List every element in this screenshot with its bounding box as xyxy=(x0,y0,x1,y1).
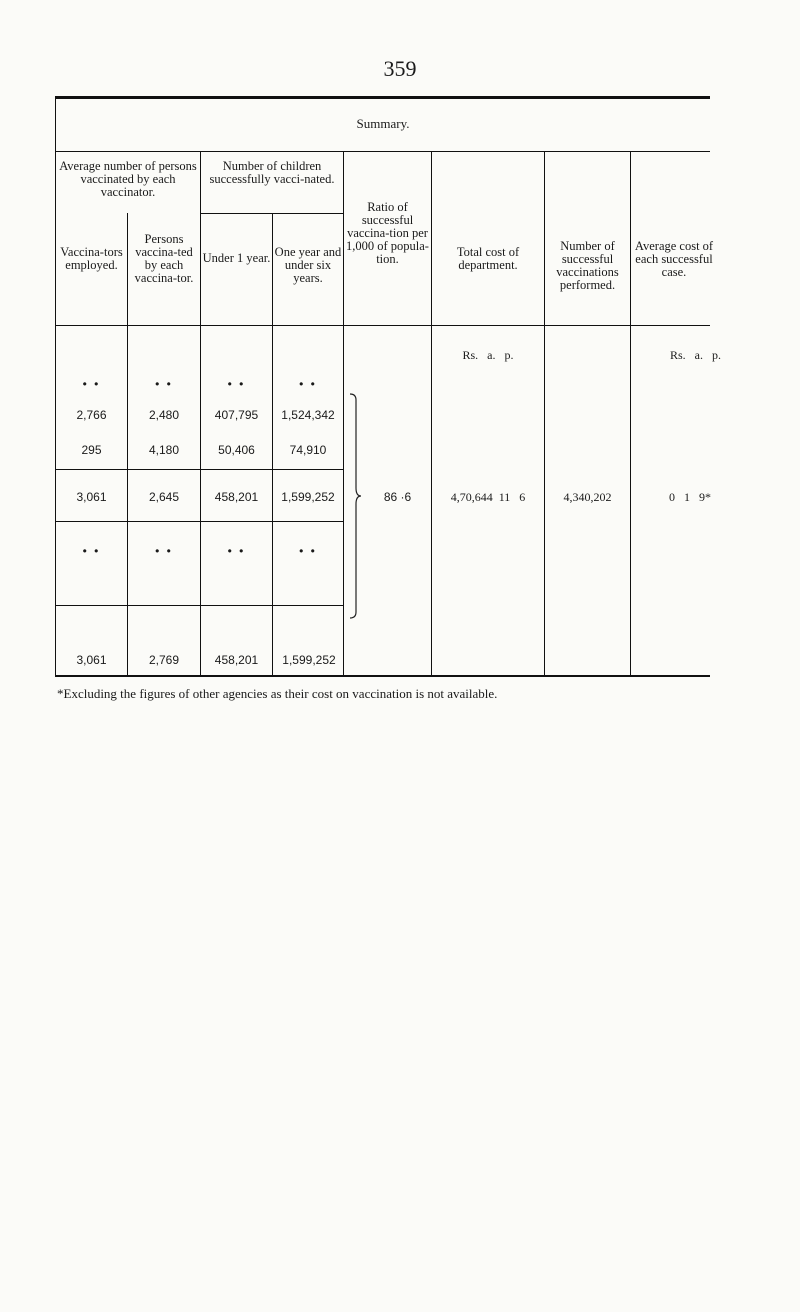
row-rule-3 xyxy=(55,605,343,606)
table-cell: • • xyxy=(155,377,173,391)
table-cell: • • xyxy=(155,544,173,558)
table-cell: 1,524,342 xyxy=(281,408,335,422)
table-cell: 295 xyxy=(81,443,102,457)
header-bottom-rule xyxy=(55,325,710,326)
header-number-successful: Number of successful vaccinations performed. xyxy=(556,239,619,292)
header-top-rule xyxy=(55,151,710,152)
col-sep-6 xyxy=(544,151,545,675)
header-total-cost: Total cost of department. xyxy=(456,245,520,272)
table-cell: 50,406 xyxy=(218,443,255,457)
table-cell: 3,061 xyxy=(76,490,107,504)
page-number: 359 xyxy=(383,56,417,81)
header-one-six: One year and under six years. xyxy=(274,245,342,285)
average-cost-value: 0 1 9* xyxy=(669,490,711,504)
col-sep-7 xyxy=(630,151,631,675)
brace-icon xyxy=(344,392,368,620)
table-cell: • • xyxy=(82,377,101,391)
total-cost-value: 4,70,644 11 6 xyxy=(450,490,526,504)
ratio-value: 86 ·6 xyxy=(383,490,412,504)
units-total-cost: Rs. a. p. xyxy=(462,348,514,362)
top-rule xyxy=(55,96,710,99)
header-group-children: Number of children successfully vacci-nated. xyxy=(209,159,335,186)
table-cell: 458,201 xyxy=(214,490,259,504)
header-persons: Persons vaccina-ted by each vaccina-tor. xyxy=(134,232,194,285)
footnote: *Excluding the figures of other agencies as their cost on vaccination is not available. xyxy=(57,686,498,701)
table-cell: 3,061 xyxy=(76,653,107,667)
header-vaccinators: Vaccina-tors employed. xyxy=(60,245,123,272)
table-cell: 4,180 xyxy=(148,443,180,457)
table-cell: 1,599,252 xyxy=(281,490,335,504)
table-cell: 2,645 xyxy=(148,490,180,504)
row-rule-2 xyxy=(55,521,343,522)
number-successful-value: 4,340,202 xyxy=(563,490,612,504)
units-average-cost: Rs. a. p. xyxy=(670,348,721,362)
table-cell: • • xyxy=(299,377,317,391)
header-ratio: Ratio of successful vaccina-tion per 1,000 of popula-tion. xyxy=(346,200,429,266)
col-sep-5 xyxy=(431,151,432,675)
table-cell: 1,599,252 xyxy=(282,653,336,667)
table-cell: • • xyxy=(82,544,101,558)
table-cell: 2,769 xyxy=(148,653,180,667)
table-cell: • • xyxy=(227,377,246,391)
table-cell: • • xyxy=(227,544,246,558)
table-bottom-rule xyxy=(55,675,710,677)
header-group-average: Average number of persons vaccinated by each vaccinator. xyxy=(59,159,197,199)
table-cell: • • xyxy=(299,544,317,558)
table-cell: 458,201 xyxy=(214,653,259,667)
table-cell: 74,910 xyxy=(289,443,327,457)
table-cell: 2,766 xyxy=(76,408,107,422)
table-cell: 2,480 xyxy=(148,408,180,422)
header-average-cost: Average cost of each successful case. xyxy=(634,239,714,279)
header-under-1: Under 1 year. xyxy=(202,251,271,265)
subtotal-rule xyxy=(55,469,343,470)
table-title: Summary. xyxy=(356,116,410,131)
table-cell: 407,795 xyxy=(214,408,259,422)
